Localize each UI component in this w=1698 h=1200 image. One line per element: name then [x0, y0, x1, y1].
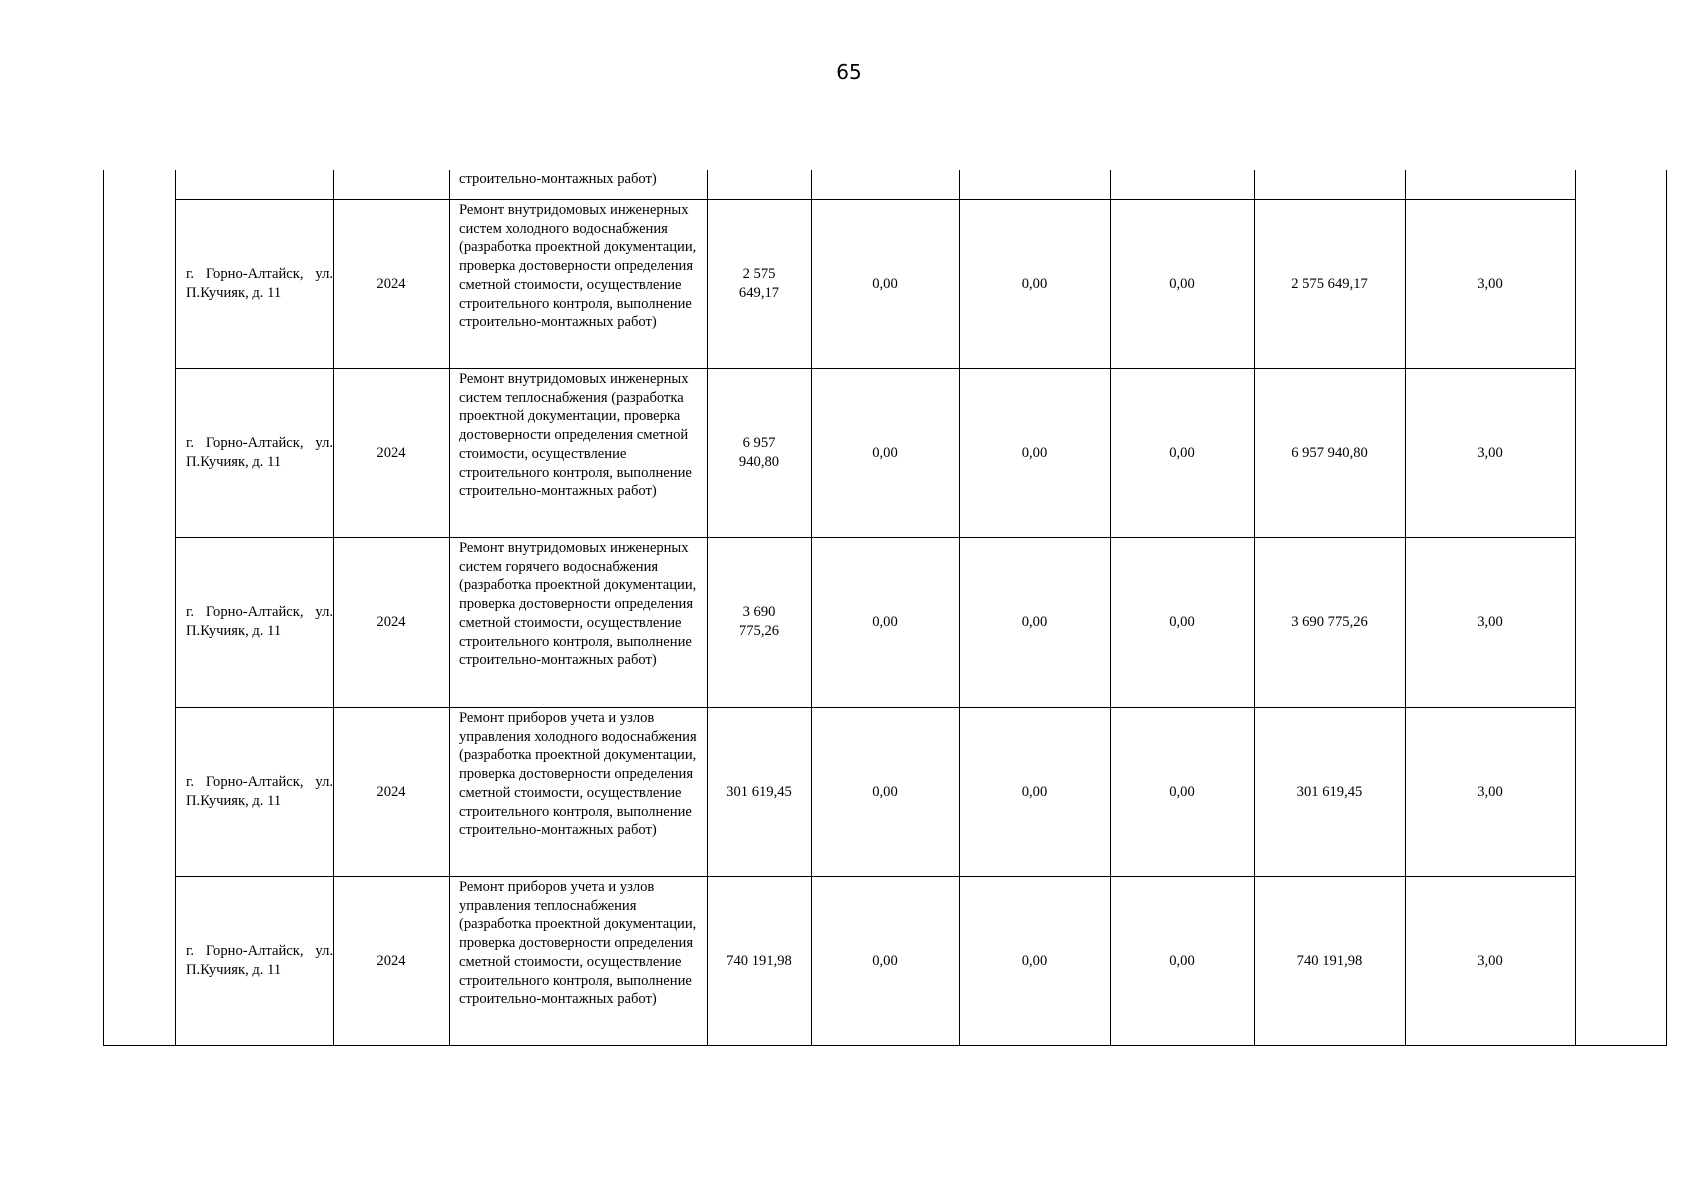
fund-3-cell: 0,00: [1169, 444, 1195, 461]
page-number: 65: [836, 60, 862, 84]
fund-1-cell: 0,00: [872, 275, 898, 292]
fund-3-cell: 0,00: [1169, 613, 1195, 630]
table-row: [103, 708, 1667, 876]
work-cell: [449, 877, 707, 1045]
address-cell: г. Горно-Алтайск, ул. П.Кучияк, д. 11: [186, 943, 333, 978]
rate-cell: 3,00: [1477, 613, 1503, 630]
address-cell: г. Горно-Алтайск, ул. П.Кучияк, д. 11: [186, 435, 333, 470]
total-cost-cell: 3 690 775,26: [738, 604, 780, 639]
table-row: [103, 369, 1667, 537]
fund-1-cell: 0,00: [872, 444, 898, 461]
continued-work-text: строительно-монтажных работ): [459, 171, 657, 187]
fund-1-cell: 0,00: [872, 783, 898, 800]
work-cell: [449, 369, 707, 537]
fund-1-cell: 0,00: [872, 952, 898, 969]
table-row: [103, 877, 1667, 1045]
work-description: Ремонт приборов учета и узлов управления холодного водоснабжения (разработка проектной документации, проверка достоверности определения сметной стоимости, осуществление строительного контроля, выполнение строительно-монтажных работ): [459, 710, 697, 839]
fund-4-cell: 3 690 775,26: [1291, 613, 1368, 630]
address-cell: г. Горно-Алтайск, ул. П.Кучияк, д. 11: [186, 266, 333, 301]
repair-table: [103, 170, 1667, 1046]
fund-4-cell: 301 619,45: [1296, 783, 1363, 800]
fund-3-cell: 0,00: [1169, 952, 1195, 969]
year-cell: 2024: [376, 613, 406, 630]
fund-2-cell: 0,00: [1021, 444, 1048, 461]
total-cost-cell: 6 957 940,80: [738, 435, 780, 470]
fund-3-cell: 0,00: [1169, 783, 1195, 800]
work-description: Ремонт внутридомовых инженерных систем горячего водоснабжения (разработка проектной документации, проверка достоверности определения сметной стоимости, осуществление строительного контроля, выполнение строительно-монтажных работ): [459, 540, 697, 669]
work-description: Ремонт внутридомовых инженерных систем холодного водоснабжения (разработка проектной документации, проверка достоверности определения сметной стоимости, осуществление строительного контроля, выполнение строительно-монтажных работ): [459, 202, 697, 331]
rate-cell: 3,00: [1477, 444, 1503, 461]
address-cell: г. Горно-Алтайск, ул. П.Кучияк, д. 11: [186, 604, 333, 639]
total-cost-cell: 740 191,98: [726, 952, 792, 969]
work-cell: [449, 708, 707, 876]
fund-2-cell: 0,00: [1021, 275, 1048, 292]
rate-cell: 3,00: [1477, 952, 1503, 969]
year-cell: 2024: [376, 444, 406, 461]
work-cell: [449, 538, 707, 706]
fund-2-cell: 0,00: [1021, 613, 1048, 630]
fund-3-cell: 0,00: [1169, 275, 1195, 292]
row-rule: [103, 1045, 1667, 1046]
fund-1-cell: 0,00: [872, 613, 898, 630]
year-cell: 2024: [376, 783, 406, 800]
fund-4-cell: 6 957 940,80: [1291, 444, 1368, 461]
year-cell: 2024: [376, 952, 406, 969]
year-cell: 2024: [376, 275, 406, 292]
address-cell: г. Горно-Алтайск, ул. П.Кучияк, д. 11: [186, 774, 333, 809]
work-description: Ремонт приборов учета и узлов управления теплоснабжения (разработка проектной документации, проверка достоверности определения сметной стоимости, осуществление строительного контроля, выполнение строительно-монтажных работ): [459, 879, 697, 1008]
table-row: [103, 538, 1667, 706]
fund-2-cell: 0,00: [1021, 952, 1048, 969]
rate-cell: 3,00: [1477, 275, 1503, 292]
fund-4-cell: 2 575 649,17: [1291, 275, 1368, 292]
total-cost-cell: 2 575 649,17: [738, 266, 780, 301]
rate-cell: 3,00: [1477, 783, 1503, 800]
work-description: Ремонт внутридомовых инженерных систем теплоснабжения (разработка проектной документации, проверка достоверности определения сметной стоимости, осуществление строительного контроля, выполнение строительно-монтажных работ): [459, 371, 692, 500]
total-cost-cell: 301 619,45: [726, 783, 792, 800]
work-cell: [449, 200, 707, 368]
fund-4-cell: 740 191,98: [1296, 952, 1363, 969]
fund-2-cell: 0,00: [1021, 783, 1048, 800]
table-row: [103, 200, 1667, 368]
